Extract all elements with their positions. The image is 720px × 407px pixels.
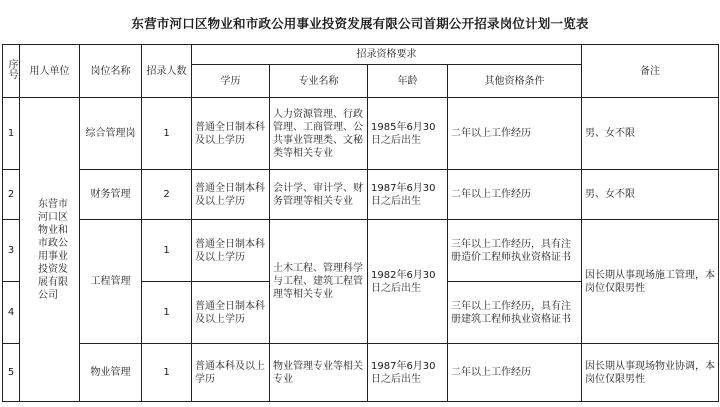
row-major: 会计学、审计学、财务管理等相关专业 — [270, 170, 368, 220]
header-age: 年龄 — [368, 65, 448, 98]
row-other: 二年以上工作经历 — [448, 98, 582, 170]
row-age: 1982年6月30日之后出生 — [368, 220, 448, 344]
table-row — [3, 220, 719, 282]
row-other: 二年以上工作经历 — [448, 170, 582, 220]
header-qualification: 招录资格要求 — [192, 45, 582, 65]
row-count: 1 — [142, 344, 192, 402]
header-education: 学历 — [192, 65, 270, 98]
row-major: 土木工程、管理科学与工程、建筑工程管理等相关专业 — [270, 220, 368, 344]
row-other: 三年以上工作经历，具有注册建筑工程师执业资格证书 — [448, 282, 582, 344]
row-seq: 5 — [3, 344, 20, 402]
header-unit: 用人单位 — [20, 45, 80, 98]
row-age: 1987年6月30日之后出生 — [368, 170, 448, 220]
row-position: 工程管理 — [80, 220, 142, 344]
document-title: 东营市河口区物业和市政公用事业投资发展有限公司首期公开招录岗位计划一览表 — [131, 16, 589, 31]
table-row — [3, 170, 719, 220]
table-row — [3, 344, 719, 402]
row-education: 普通全日制本科及以上学历 — [192, 98, 270, 170]
row-count: 2 — [142, 170, 192, 220]
header-count: 招录人数 — [142, 45, 192, 98]
header-seq: 序号 — [3, 45, 20, 98]
employer-unit: 东营市河口区物业和市政公用事业投资发展有限公司 — [20, 98, 80, 402]
row-seq: 4 — [3, 282, 20, 344]
row-count: 1 — [142, 98, 192, 170]
row-remark: 男、女不限 — [582, 98, 719, 170]
header-remark: 备注 — [582, 45, 719, 98]
row-education: 普通全日制本科及以上学历 — [192, 282, 270, 344]
row-age: 1987年6月30日之后出生 — [368, 344, 448, 402]
row-education: 普通本科及以上学历 — [192, 344, 270, 402]
row-count: 1 — [142, 220, 192, 282]
row-age: 1985年6月30日之后出生 — [368, 98, 448, 170]
row-other: 三年以上工作经历，具有注册造价工程师执业资格证书 — [448, 220, 582, 282]
header-position: 岗位名称 — [80, 45, 142, 98]
header-major: 专业名称 — [270, 65, 368, 98]
row-seq: 3 — [3, 220, 20, 282]
row-position: 综合管理岗 — [80, 98, 142, 170]
header-row — [3, 45, 719, 65]
row-education: 普通全日制本科及以上学历 — [192, 220, 270, 282]
row-education: 普通全日制本科及以上学历 — [192, 170, 270, 220]
row-position: 物业管理 — [80, 344, 142, 402]
row-remark: 男、女不限 — [582, 170, 719, 220]
row-remark: 因长期从事现场物业协调，本岗位仅限男性 — [582, 344, 719, 402]
row-seq: 1 — [3, 98, 20, 170]
row-remark: 因长期从事现场施工管理，本岗位仅限男性 — [582, 220, 719, 344]
row-count: 1 — [142, 282, 192, 344]
table-row — [3, 98, 719, 170]
row-seq: 2 — [3, 170, 20, 220]
recruitment-table — [2, 44, 719, 402]
header-other: 其他资格条件 — [448, 65, 582, 98]
row-major: 人力资源管理、行政管理、工商管理、公共事业管理类、文秘类等相关专业 — [270, 98, 368, 170]
row-other: 二年以上工作经历 — [448, 344, 582, 402]
row-position: 财务管理 — [80, 170, 142, 220]
row-major: 物业管理专业等相关专业 — [270, 344, 368, 402]
